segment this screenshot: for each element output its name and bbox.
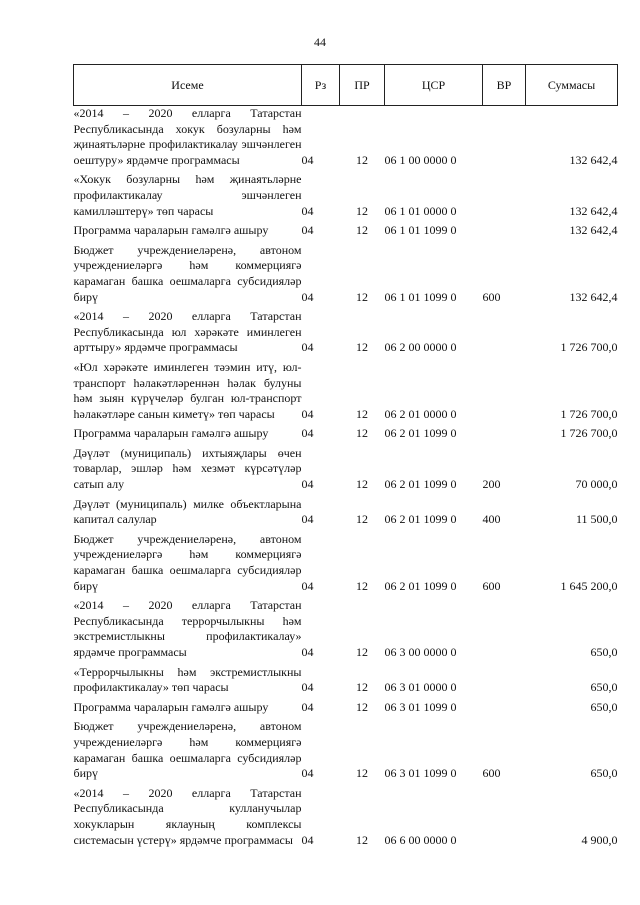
row-sum: 132 642,4: [569, 223, 618, 238]
row-sum: 1 645 200,0: [560, 578, 618, 593]
row-csr: 06 1 01 0000 0: [384, 203, 457, 218]
header-pr: ПР: [340, 65, 385, 106]
row-rz: 04: [301, 512, 314, 527]
row-csr: 06 3 01 0000 0: [384, 680, 457, 695]
row-sum: 650,0: [590, 699, 618, 714]
row-rz: 04: [301, 406, 314, 421]
page-number: 44: [314, 35, 326, 49]
table-row: [74, 168, 618, 219]
header-name: Исеме: [74, 65, 302, 106]
header-sum: Суммасы: [526, 65, 618, 106]
row-vr: 400: [482, 512, 501, 527]
row-csr: 06 1 01 1099 0: [384, 289, 457, 304]
row-rz: 04: [301, 645, 314, 659]
table-row: [74, 106, 618, 169]
row-csr: 06 1 00 0000 0: [384, 152, 457, 167]
table-row: [74, 356, 618, 422]
table-row: [74, 493, 618, 528]
row-name: «2014 – 2020 елларга Татарстан Республикасында террорчылыкны һәм экстремистлыкны профилактикалау» ярдәмче программасы: [73, 598, 302, 659]
table-row: [74, 782, 618, 848]
row-rz: 04: [301, 766, 314, 781]
row-rz: 04: [301, 578, 314, 593]
row-name: «Хокук бозуларны һәм җинаятьләрне профилактикалау эшчәнлеген камилләштерү» төп чарасы: [73, 172, 302, 218]
header-rz: Рз: [302, 65, 340, 106]
row-pr: 12: [356, 832, 368, 847]
table-row: [74, 594, 618, 660]
row-sum: 650,0: [590, 766, 618, 781]
row-csr: 06 2 01 0000 0: [384, 406, 457, 421]
row-csr: 06 3 01 1099 0: [384, 699, 457, 714]
row-pr: 12: [356, 223, 368, 238]
row-pr: 12: [356, 645, 368, 659]
table-row: [74, 442, 618, 493]
row-rz: 04: [301, 832, 314, 847]
table-row: [74, 528, 618, 594]
table-header: [74, 65, 618, 106]
row-name: Бюджет учреждениеләренә, автоном учреждениеләргә һәм коммерциягә карамаган башка оешмаларга субсидияләр бирү: [73, 531, 302, 593]
row-pr: 12: [356, 406, 368, 421]
row-csr: 06 3 00 0000 0: [384, 645, 457, 659]
header-csr: ЦСР: [385, 65, 483, 106]
row-rz: 04: [301, 223, 314, 238]
row-pr: 12: [356, 289, 368, 304]
table-row: [74, 239, 618, 305]
row-vr: [483, 305, 526, 356]
row-pr: 12: [356, 426, 368, 441]
table-row: [74, 715, 618, 781]
row-vr: [483, 106, 526, 169]
row-csr: 06 2 01 1099 0: [384, 578, 457, 593]
row-csr: 06 3 01 1099 0: [384, 766, 457, 781]
row-rz: 04: [301, 203, 314, 218]
row-sum: 650,0: [590, 680, 618, 695]
row-vr: 600: [482, 766, 501, 781]
row-vr: [483, 696, 526, 716]
row-vr: [483, 219, 526, 239]
row-csr: 06 6 00 0000 0: [384, 832, 457, 847]
row-vr: [483, 422, 526, 442]
row-name: «2014 – 2020 елларга Татарстан Республикасында хокук бозуларны һәм җинаятьләрне профилактикалау эшчәнлеген оештуру» ярдәмче программасы: [73, 106, 302, 167]
row-vr: [483, 168, 526, 219]
row-csr: 06 1 01 1099 0: [384, 223, 457, 238]
row-sum: 1 726 700,0: [560, 426, 618, 441]
row-rz: 04: [301, 289, 314, 304]
budget-table: [73, 64, 618, 848]
row-name: Дәүләт (муниципаль) милке объектларына капитал салулар: [73, 496, 302, 527]
row-name: Дәүләт (муниципаль) ихтыяҗлары өчен товарлар, эшләр һәм хезмәт күрсәтүләр сатып алу: [73, 445, 302, 492]
table-row: [74, 661, 618, 696]
row-vr: [483, 356, 526, 422]
row-sum: 132 642,4: [569, 289, 618, 304]
row-csr: 06 2 01 1099 0: [384, 512, 457, 527]
row-pr: 12: [356, 680, 368, 695]
row-pr: 12: [356, 340, 368, 355]
row-vr: [483, 594, 526, 660]
row-pr: 12: [356, 512, 368, 527]
row-pr: 12: [356, 203, 368, 218]
row-vr: [483, 661, 526, 696]
row-vr: [483, 782, 526, 848]
row-csr: 06 2 01 1099 0: [384, 477, 457, 492]
row-sum: 1 726 700,0: [560, 340, 618, 355]
row-name: Бюджет учреждениеләренә, автоном учреждениеләргә һәм коммерциягә карамаган башка оешмаларга субсидияләр бирү: [73, 242, 302, 304]
row-sum: 1 726 700,0: [560, 406, 618, 421]
row-name: «2014 – 2020 елларга Татарстан Республикасында кулланучылар хокукларын яклауның комплексы системасын үстерү» ярдәмче программасы: [73, 785, 302, 847]
row-rz: 04: [301, 426, 314, 441]
row-sum: 650,0: [590, 645, 618, 659]
row-sum: 11 500,0: [575, 512, 618, 527]
row-pr: 12: [356, 766, 368, 781]
row-name: Бюджет учреждениеләренә, автоном учреждениеләргә һәм коммерциягә карамаган башка оешмаларга субсидияләр бирү: [73, 719, 302, 781]
row-pr: 12: [356, 152, 368, 167]
header-vr: ВР: [483, 65, 526, 106]
row-name: Программа чараларын гамәлгә ашыру: [73, 223, 269, 238]
row-sum: 70 000,0: [575, 477, 618, 492]
table-row: [74, 305, 618, 356]
row-csr: 06 2 00 0000 0: [384, 340, 457, 355]
table-body: [74, 106, 618, 849]
row-vr: 200: [482, 477, 501, 492]
row-vr: 600: [482, 289, 501, 304]
row-rz: 04: [301, 680, 314, 695]
row-rz: 04: [301, 477, 314, 492]
row-name: Программа чараларын гамәлгә ашыру: [73, 426, 269, 441]
table-row: [74, 696, 618, 716]
row-sum: 4 900,0: [581, 832, 618, 847]
row-vr: 600: [482, 578, 501, 593]
row-sum: 132 642,4: [569, 203, 618, 218]
row-name: Программа чараларын гамәлгә ашыру: [73, 699, 269, 714]
row-rz: 04: [301, 152, 314, 167]
row-name: «Юл хәрәкәте иминлеген тәэмин итү, юл-транспорт һәлакәтләреннән һәлак булуны һәм зыян күрүчеләр булган юл-транспорт һәлакәтләре санын киметү» төп чарасы: [73, 359, 302, 421]
row-name: «2014 – 2020 елларга Татарстан Республикасында юл хәрәкәте иминлеген арттыру» ярдәмче программасы: [73, 309, 302, 355]
row-rz: 04: [301, 699, 314, 714]
row-pr: 12: [356, 578, 368, 593]
row-name: «Террорчылыкны һәм экстремистлыкны профилактикалау» төп чарасы: [73, 664, 302, 695]
row-pr: 12: [356, 477, 368, 492]
table-row: [74, 422, 618, 442]
row-pr: 12: [356, 699, 368, 714]
table-row: [74, 219, 618, 239]
row-sum: 132 642,4: [569, 152, 618, 167]
row-rz: 04: [301, 340, 314, 355]
row-csr: 06 2 01 1099 0: [384, 426, 457, 441]
